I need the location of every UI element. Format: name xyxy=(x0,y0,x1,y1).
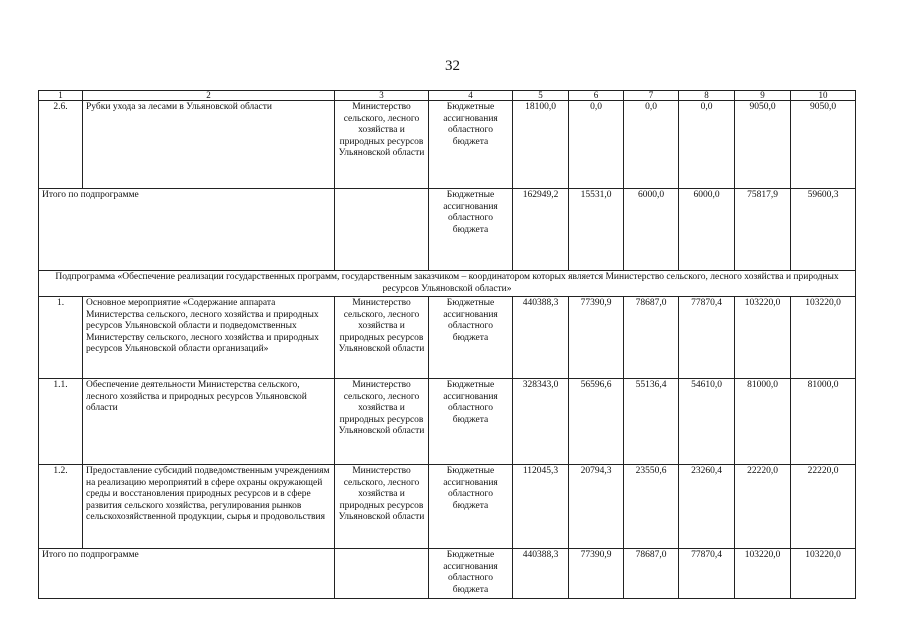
column-number: 6 xyxy=(569,91,624,101)
funding-source: Бюджетные ассигнования областного бюджета xyxy=(429,297,513,379)
value-year-4: 22220,0 xyxy=(735,465,791,549)
subprogram-title: Подпрограмма «Обеспечение реализации государственных программ, государственным заказчиком – координатором которых является Министерство сельского, лесного хозяйства и природных ресурсов Ульяновской области» xyxy=(39,271,856,297)
value-total: 112045,3 xyxy=(513,465,569,549)
measure-name: Рубки ухода за лесами в Ульяновской области xyxy=(83,101,335,189)
column-number: 10 xyxy=(791,91,856,101)
value-year-3: 6000,0 xyxy=(679,189,735,271)
table-row xyxy=(39,297,856,379)
value-year-1: 77390,9 xyxy=(569,549,624,599)
funding-source: Бюджетные ассигнования областного бюджета xyxy=(429,549,513,599)
value-year-2: 6000,0 xyxy=(624,189,679,271)
total-row xyxy=(39,549,856,599)
value-year-4: 75817,9 xyxy=(735,189,791,271)
column-number: 3 xyxy=(335,91,429,101)
value-year-2: 78687,0 xyxy=(624,549,679,599)
column-number: 8 xyxy=(679,91,735,101)
funding-source: Бюджетные ассигнования областного бюджета xyxy=(429,465,513,549)
total-row xyxy=(39,189,856,271)
measure-name: Основное мероприятие «Содержание аппарата Министерства сельского, лесного хозяйства и природных ресурсов Ульяновской области и подведомственных Министерству сельского, лесного хозяйства и природных ресурсов Ульяновской области организаций» xyxy=(83,297,335,379)
value-year-4: 81000,0 xyxy=(735,379,791,465)
executor: Министерство сельского, лесного хозяйства и природных ресурсов Ульяновской области xyxy=(335,379,429,465)
value-year-1: 0,0 xyxy=(569,101,624,189)
table-row xyxy=(39,465,856,549)
column-number: 5 xyxy=(513,91,569,101)
column-number: 1 xyxy=(39,91,83,101)
value-year-5: 103220,0 xyxy=(791,297,856,379)
budget-table xyxy=(38,90,856,599)
column-number: 7 xyxy=(624,91,679,101)
value-year-5: 81000,0 xyxy=(791,379,856,465)
empty-cell xyxy=(335,189,429,271)
column-number-row xyxy=(39,91,856,101)
page-number: 32 xyxy=(445,58,460,74)
empty-cell xyxy=(335,549,429,599)
value-year-2: 23550,6 xyxy=(624,465,679,549)
row-number: 1.2. xyxy=(39,465,83,549)
row-number: 2.6. xyxy=(39,101,83,189)
section-row xyxy=(39,271,856,297)
value-year-5: 9050,0 xyxy=(791,101,856,189)
value-year-3: 0,0 xyxy=(679,101,735,189)
value-year-5: 103220,0 xyxy=(791,549,856,599)
value-year-3: 77870,4 xyxy=(679,549,735,599)
value-year-4: 103220,0 xyxy=(735,297,791,379)
table-row xyxy=(39,379,856,465)
value-year-4: 9050,0 xyxy=(735,101,791,189)
value-year-2: 55136,4 xyxy=(624,379,679,465)
value-year-5: 59600,3 xyxy=(791,189,856,271)
value-year-2: 0,0 xyxy=(624,101,679,189)
value-year-3: 23260,4 xyxy=(679,465,735,549)
measure-name: Обеспечение деятельности Министерства сельского, лесного хозяйства и природных ресурсов Ульяновской области xyxy=(83,379,335,465)
measure-name: Предоставление субсидий подведомственным учреждениям на реализацию мероприятий в сфере охраны окружающей среды и восстановления природных ресурсов и в сфере развития сельского хозяйства, регулирования рынков сельскохозяйственной продукции, сырья и продовольствия xyxy=(83,465,335,549)
value-year-1: 20794,3 xyxy=(569,465,624,549)
total-label: Итого по подпрограмме xyxy=(39,189,335,271)
value-year-4: 103220,0 xyxy=(735,549,791,599)
executor: Министерство сельского, лесного хозяйства и природных ресурсов Ульяновской области xyxy=(335,101,429,189)
row-number: 1.1. xyxy=(39,379,83,465)
value-year-1: 56596,6 xyxy=(569,379,624,465)
funding-source: Бюджетные ассигнования областного бюджета xyxy=(429,379,513,465)
value-year-1: 77390,9 xyxy=(569,297,624,379)
value-total: 328343,0 xyxy=(513,379,569,465)
value-year-1: 15531,0 xyxy=(569,189,624,271)
value-year-3: 77870,4 xyxy=(679,297,735,379)
value-year-5: 22220,0 xyxy=(791,465,856,549)
executor: Министерство сельского, лесного хозяйства и природных ресурсов Ульяновской области xyxy=(335,297,429,379)
executor: Министерство сельского, лесного хозяйства и природных ресурсов Ульяновской области xyxy=(335,465,429,549)
column-number: 9 xyxy=(735,91,791,101)
funding-source: Бюджетные ассигнования областного бюджета xyxy=(429,101,513,189)
table-row xyxy=(39,101,856,189)
value-total: 162949,2 xyxy=(513,189,569,271)
value-total: 18100,0 xyxy=(513,101,569,189)
column-number: 2 xyxy=(83,91,335,101)
funding-source: Бюджетные ассигнования областного бюджета xyxy=(429,189,513,271)
value-year-2: 78687,0 xyxy=(624,297,679,379)
total-label: Итого по подпрограмме xyxy=(39,549,335,599)
value-total: 440388,3 xyxy=(513,297,569,379)
value-total: 440388,3 xyxy=(513,549,569,599)
column-number: 4 xyxy=(429,91,513,101)
row-number: 1. xyxy=(39,297,83,379)
value-year-3: 54610,0 xyxy=(679,379,735,465)
